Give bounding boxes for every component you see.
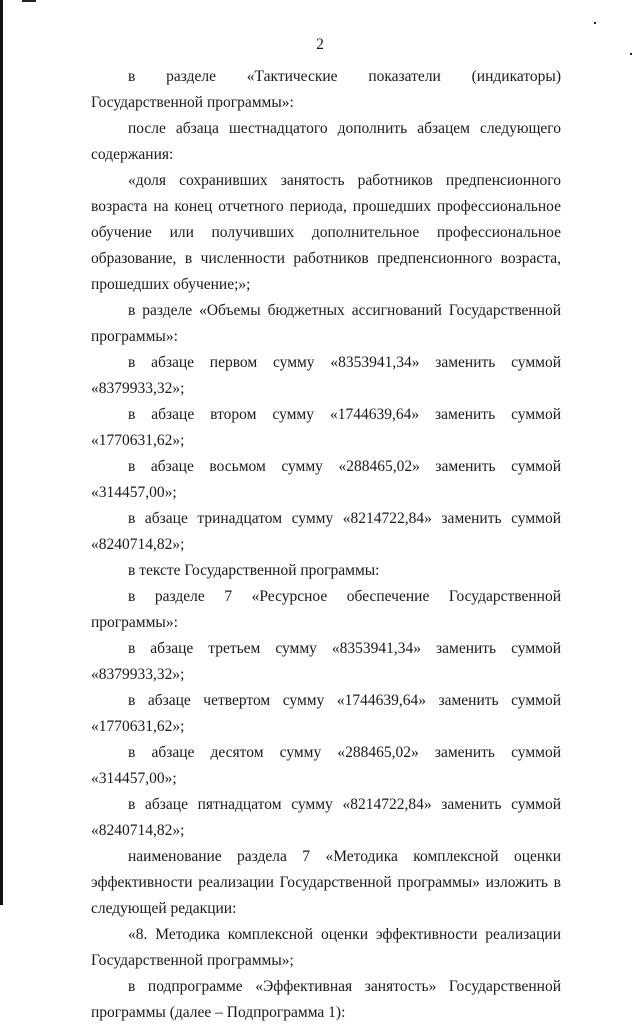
paragraph: в абзаце четвертом сумму «1744639,64» заменить суммой «1770631,62»; [91, 692, 561, 735]
paragraph: в абзаце десятом сумму «288465,02» заменить суммой «314457,00»; [91, 744, 561, 787]
paragraph: в подпрограмме «Эффективная занятость» Государственной программы (далее – Подпрограмма 1): [91, 978, 561, 1021]
paragraph: в абзаце восьмом сумму «288465,02» заменить суммой «314457,00»; [91, 458, 561, 501]
paragraph: в абзаце тринадцатом сумму «8214722,84» заменить суммой «8240714,82»; [91, 510, 561, 553]
paragraph: после абзаца шестнадцатого дополнить абзацем следующего содержания: [91, 120, 561, 163]
paragraph: «8. Методика комплексной оценки эффективности реализации Государственной программы»; [91, 926, 561, 969]
scan-left-edge [0, 0, 3, 905]
paragraph: в абзаце втором сумму «1744639,64» заменить суммой «1770631,62»; [91, 406, 561, 449]
paragraph: «доля сохранивших занятость работников предпенсионного возраста на конец отчетного периода, прошедших профессиональное обучение или получивших дополнительное профессиональное образование, в численности работников предпенсионного возраста, прошедших обучение;»; [91, 172, 561, 293]
paragraph: в разделе «Тактические показатели (индикаторы) Государственной программы»: [91, 68, 561, 111]
scan-dot-mark [594, 22, 596, 24]
paragraph: в разделе 7 «Ресурсное обеспечение Государственной программы»: [91, 588, 561, 631]
paragraph: в абзаце третьем сумму «8353941,34» заменить суммой «8379933,32»; [91, 640, 561, 683]
paragraph: в абзаце пятнадцатом сумму «8214722,84» заменить суммой «8240714,82»; [91, 796, 561, 839]
scan-corner-mark [22, 0, 36, 2]
paragraph: в разделе «Объемы бюджетных ассигнований Государственной программы»: [91, 302, 561, 345]
paragraph: в абзаце первом сумму «8353941,34» заменить суммой «8379933,32»; [91, 354, 561, 397]
document-body [91, 64, 561, 1026]
paragraph: в тексте Государственной программы: [128, 562, 380, 579]
page-number: 2 [316, 36, 324, 53]
paragraph: наименование раздела 7 «Методика комплексной оценки эффективности реализации Государственной программы» изложить в следующей редакции: [91, 848, 561, 917]
